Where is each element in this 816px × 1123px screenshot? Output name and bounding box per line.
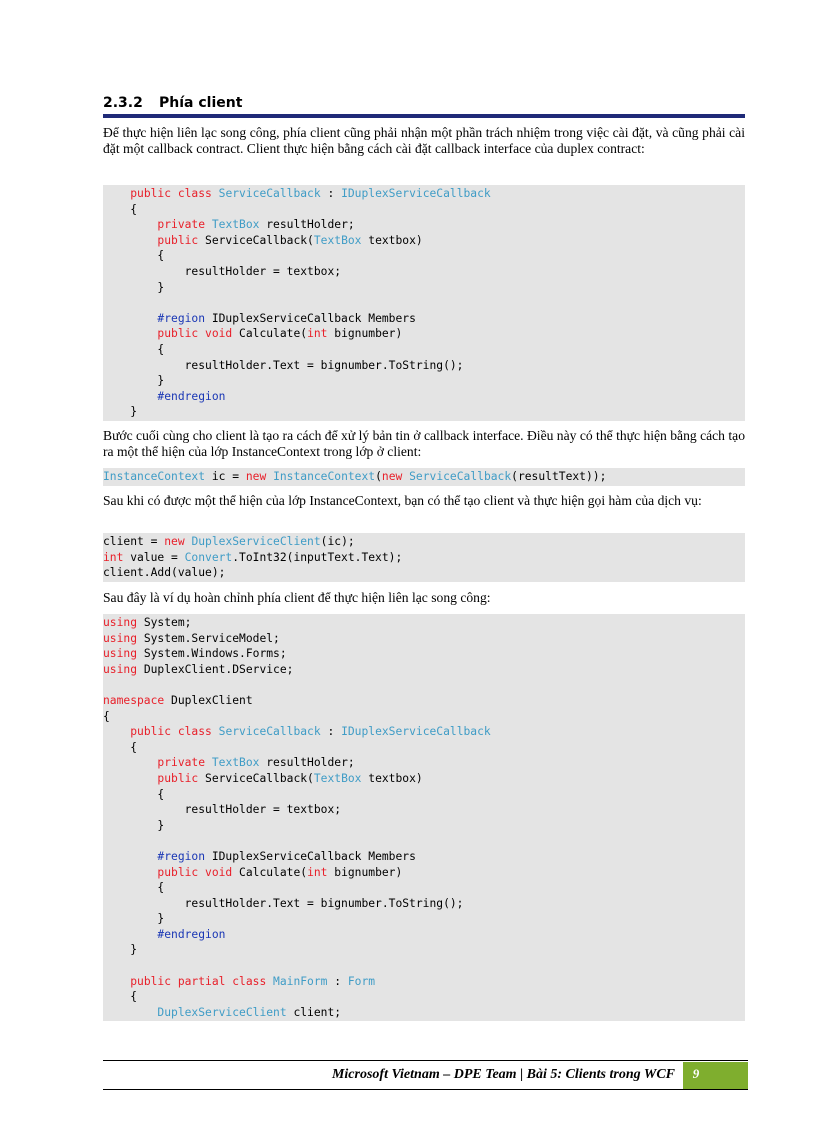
code-token: System.ServiceModel; [137, 631, 280, 645]
code-token: ServiceCallback [218, 187, 321, 200]
code-token: (resultText)); [511, 470, 607, 483]
code-token: Calculate( [239, 327, 308, 341]
code-line [103, 896, 745, 912]
code-line [103, 280, 745, 296]
code-token: } [103, 405, 138, 419]
code-line [103, 693, 745, 709]
code-token [103, 187, 130, 200]
code-token: DuplexServiceClient [191, 535, 321, 548]
code-line [103, 550, 745, 566]
code-line [103, 248, 745, 264]
code-line [103, 865, 745, 881]
code-token: client.Add(value); [103, 566, 226, 580]
code-line [103, 849, 745, 865]
code-token: ServiceCallback [409, 470, 512, 483]
code-token: public void [157, 327, 240, 341]
code-token: resultHolder.Text = bignumber.ToString(); [103, 896, 464, 910]
code-line [103, 646, 745, 662]
code-token: .ToInt32(inputText.Text); [232, 550, 403, 564]
code-line [103, 342, 745, 358]
code-line [103, 880, 745, 896]
code-line [103, 677, 745, 693]
code-token: using [103, 631, 138, 645]
code-token: InstanceContext [103, 470, 206, 483]
code-token: : [320, 187, 342, 200]
code-token: #region [157, 311, 206, 325]
code-token: private [157, 756, 212, 770]
code-token: { [103, 740, 138, 754]
code-token: (ic); [320, 535, 355, 548]
code-token: } [103, 943, 138, 957]
code-token [103, 866, 157, 879]
code-token: resultHolder; [259, 218, 355, 232]
section-title: Phía client [159, 95, 243, 111]
code-line [103, 833, 745, 849]
code-token [103, 312, 157, 325]
code-token: { [103, 787, 165, 801]
page-number-box [683, 1062, 748, 1089]
code-token: } [103, 280, 165, 294]
code-line [103, 264, 745, 280]
heading-underline [103, 114, 745, 118]
code-line [103, 404, 745, 420]
code-token: bignumber) [327, 865, 403, 879]
code-line [103, 565, 745, 581]
code-line [103, 534, 745, 550]
code-token [103, 1006, 157, 1019]
code-line [103, 787, 745, 803]
code-token: Form [347, 974, 376, 988]
code-token: new [245, 470, 274, 483]
code-line [103, 911, 745, 927]
code-token: TextBox [313, 771, 362, 785]
paragraph-intro: Để thực hiện liên lạc song công, phía client cũng phải nhận một phần trách nhiệm trong việc cài đặt, và cũng phải cài đặt một callback contract. Client thực hiện bằng cách cài đặt callback interface của duplex contract: [103, 125, 745, 156]
code-token: ic = [205, 470, 246, 483]
code-token: private [157, 218, 212, 232]
code-token: System.Windows.Forms; [137, 647, 287, 661]
code-token [103, 772, 157, 785]
code-line [103, 942, 745, 958]
code-token: { [103, 342, 165, 356]
code-token: IDuplexServiceCallback Members [205, 849, 416, 863]
code-token: { [103, 709, 110, 723]
code-token: : [327, 974, 348, 988]
code-token: public [157, 233, 206, 247]
code-token: ( [375, 470, 382, 483]
code-line [103, 186, 745, 202]
code-token: int [103, 550, 124, 564]
code-block [103, 468, 745, 486]
code-token: client; [286, 1005, 342, 1019]
code-token [103, 850, 157, 863]
code-token: IDuplexServiceCallback Members [205, 311, 416, 325]
code-token: TextBox [313, 233, 362, 247]
code-line [103, 771, 745, 787]
code-token: public class [130, 187, 219, 200]
code-token: IDuplexServiceCallback [341, 725, 491, 739]
code-token: IDuplexServiceCallback [341, 187, 491, 200]
code-token: namespace [103, 693, 165, 707]
code-token: int [307, 865, 328, 879]
code-token: : [320, 725, 342, 739]
page-number: 9 [692, 1066, 700, 1081]
code-token [103, 390, 157, 403]
code-block [103, 614, 745, 1021]
code-token [103, 218, 157, 231]
code-line [103, 326, 745, 342]
code-token: { [103, 249, 165, 263]
code-token: public void [157, 865, 240, 879]
code-token: client = [103, 535, 165, 548]
code-line [103, 311, 745, 327]
code-token: MainForm [273, 974, 328, 988]
code-line [103, 818, 745, 834]
code-line [103, 615, 745, 631]
code-token: Calculate( [239, 865, 308, 879]
code-line [103, 1005, 745, 1021]
code-token: { [103, 990, 138, 1004]
code-line [103, 358, 745, 374]
code-token: TextBox [211, 756, 260, 770]
code-token [103, 756, 157, 769]
footer-title: Microsoft Vietnam – DPE Team | Bài 5: Clients trong WCF [331, 1067, 675, 1082]
code-token: new [381, 470, 410, 483]
code-token: TextBox [211, 218, 260, 232]
code-line [103, 958, 745, 974]
code-token: resultHolder.Text = bignumber.ToString(); [103, 358, 464, 372]
footer-rule-bottom [103, 1089, 748, 1090]
code-line [103, 740, 745, 756]
paragraph-after-instance: Sau khi có được một thể hiện của lớp InstanceContext, bạn có thể tạo client và thực hiện gọi hàm của dịch vụ: [103, 493, 702, 508]
code-line [103, 927, 745, 943]
footer-rule-top [103, 1060, 748, 1061]
code-token: public [157, 771, 206, 785]
section-heading [103, 95, 745, 111]
code-block [103, 533, 745, 582]
code-token [103, 928, 157, 941]
code-token: DuplexClient [164, 693, 253, 707]
code-line [103, 755, 745, 771]
code-token [103, 975, 130, 988]
code-token: resultHolder = textbox; [103, 264, 342, 278]
code-line [103, 724, 745, 740]
paragraph-full-example: Sau đây là ví dụ hoàn chỉnh phía client để thực hiện liên lạc song công: [103, 590, 491, 605]
code-line [103, 469, 745, 485]
code-token: { [103, 202, 138, 216]
code-token: public class [130, 725, 219, 739]
code-token: value = [123, 550, 185, 564]
code-line [103, 373, 745, 389]
code-token: bignumber) [327, 327, 403, 341]
code-token: } [103, 818, 165, 832]
code-token: public partial class [130, 974, 274, 988]
code-block [103, 185, 745, 421]
code-token [103, 234, 157, 247]
code-line [103, 974, 745, 990]
code-line [103, 217, 745, 233]
section-number: 2.3.2 [103, 95, 143, 111]
code-token: } [103, 912, 165, 926]
code-token: DuplexClient.DService; [137, 662, 294, 676]
code-token: resultHolder = textbox; [103, 803, 342, 817]
code-token: textbox) [361, 233, 423, 247]
code-token: using [103, 647, 138, 661]
code-line [103, 989, 745, 1005]
paragraph-step-last: Bước cuối cùng cho client là tạo ra cách để xử lý bản tin ở callback interface. Điều này có thể thực hiện bằng cách tạo ra một thể hiện của lớp InstanceContext trong lớp ở client: [103, 428, 745, 459]
code-token: } [103, 374, 165, 388]
code-token: using [103, 616, 138, 629]
code-token: resultHolder; [259, 756, 355, 770]
code-token [103, 725, 130, 738]
code-token: System; [137, 616, 192, 629]
code-token: #endregion [157, 389, 226, 403]
code-token: InstanceContext [273, 470, 376, 483]
code-token: Convert [184, 550, 233, 564]
code-line [103, 709, 745, 725]
code-token: { [103, 881, 165, 895]
code-token: ServiceCallback [218, 725, 321, 739]
code-line [103, 295, 745, 311]
code-token: int [307, 327, 328, 341]
code-token: new [164, 535, 192, 548]
code-token: textbox) [361, 771, 423, 785]
code-token: using [103, 662, 138, 676]
code-token [103, 327, 157, 340]
code-line [103, 802, 745, 818]
code-line [103, 662, 745, 678]
code-token: #region [157, 849, 206, 863]
code-token: #endregion [157, 927, 226, 941]
code-line [103, 389, 745, 405]
code-token: ServiceCallback( [205, 233, 314, 247]
code-token: ServiceCallback( [205, 771, 314, 785]
code-line [103, 202, 745, 218]
code-token: DuplexServiceClient [157, 1005, 287, 1019]
code-line [103, 631, 745, 647]
code-line [103, 233, 745, 249]
